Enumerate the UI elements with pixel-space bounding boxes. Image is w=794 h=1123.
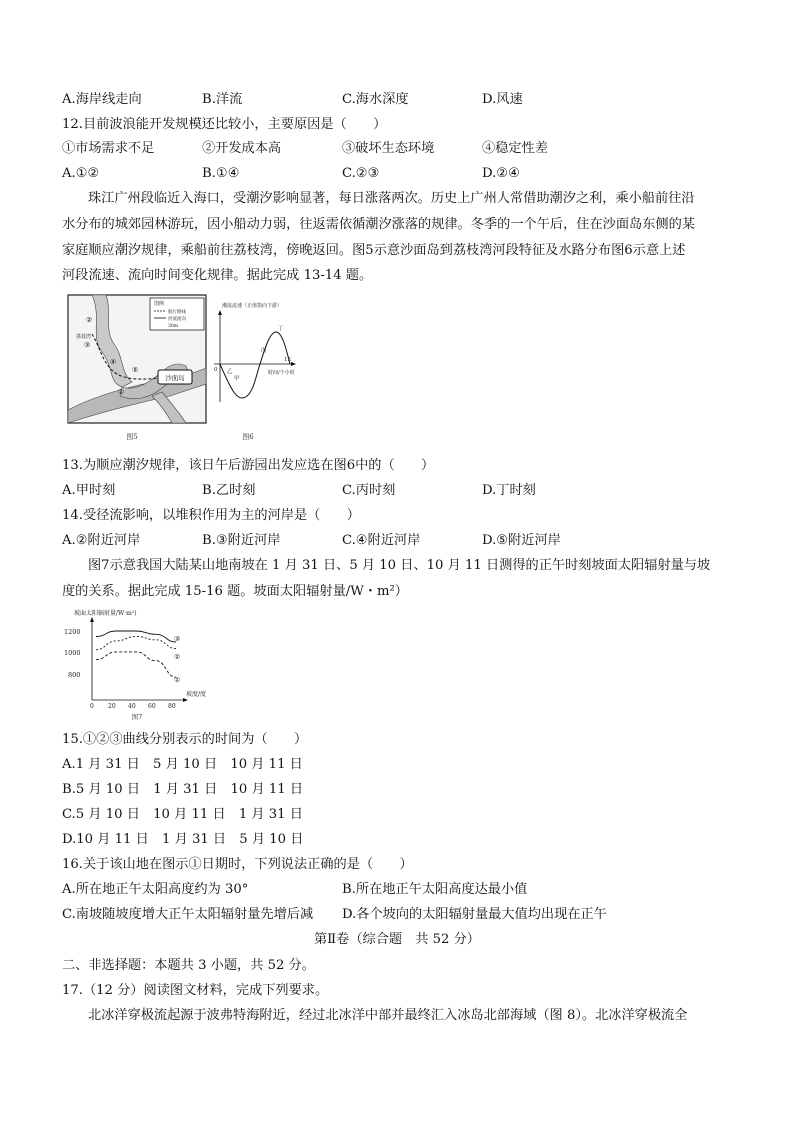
passage-15-16-line-2: 度的关系。据此完成 15-16 题。坡面太阳辐射量/W・m²） xyxy=(62,584,408,599)
fig7-xtick-40: 40 xyxy=(128,703,136,710)
q15-option-d: D.10 月 11 日 1 月 31 日 5 月 10 日 xyxy=(62,832,304,847)
q16-option-b: B.所在地正午太阳高度达最小值 xyxy=(342,882,528,897)
q11-option-b: B.洋流 xyxy=(202,92,243,107)
fig7-x-title: 坡度/度 xyxy=(186,691,207,698)
fig7-xtick-0: 0 xyxy=(90,703,94,710)
fig5-marker-1: ① xyxy=(118,388,125,396)
fig6-x-end: 12 xyxy=(284,357,291,363)
legend-scale: 30m xyxy=(168,324,178,329)
fig6-y-label: 潮流流速（正值指向下游） xyxy=(222,303,283,309)
fig7-series-1-line xyxy=(96,652,176,677)
q15-option-b: B.5 月 10 日 1 月 31 日 10 月 11 日 xyxy=(62,782,304,797)
fig7-ytick-1000: 1000 xyxy=(64,649,81,657)
q14-option-d: D.⑤附近河岸 xyxy=(482,533,561,548)
passage-13-14-line-4: 河段流速、流向时间变化规律。据此完成 13-14 题。 xyxy=(62,268,373,283)
island-label: 沙面岛 xyxy=(165,374,185,382)
fig6-zero: 0 xyxy=(214,367,218,373)
passage-15-16-line-1: 图7示意我国大陆某山地南坡在 1 月 31 日、5 月 10 日、10 月 11 日测得的正午时刻坡面太阳辐射量与坡 xyxy=(88,558,711,573)
q16-stem: 16.关于该山地在图示①日期时，下列说法正确的是（ ） xyxy=(62,857,413,872)
fig7-caption: 图7 xyxy=(131,713,143,721)
q14-option-c: C.④附近河岸 xyxy=(342,533,421,548)
passage-13-14-line-3: 家庭顺应潮汐规律，乘船前往荔枝湾，傍晚返回。图5示意沙面岛到荔枝湾河段特征及水路分布图6示意上述 xyxy=(62,243,686,258)
q13-option-a: A.甲时刻 xyxy=(62,483,116,498)
passage-13-14-line-1: 珠江广州段临近入海口，受潮汐影响显著，每日涨落两次。历史上广州人常借助潮汐之利，乘小船前往沿 xyxy=(88,191,695,206)
q11-option-c: C.海水深度 xyxy=(342,92,409,107)
figure-5-map xyxy=(68,295,206,441)
fig5-caption: 图5 xyxy=(126,433,138,441)
fig6-point-jia: 甲 xyxy=(234,376,240,382)
legend-route: 航行路线 xyxy=(168,310,186,315)
fig7-xtick-80: 80 xyxy=(168,703,176,710)
q15-stem: 15.①②③曲线分别表示的时间为（ ） xyxy=(62,732,308,747)
legend-flow: 河流流向 xyxy=(168,317,186,322)
q15-option-c: C.5 月 10 日 10 月 11 日 1 月 31 日 xyxy=(62,807,303,822)
passage-13-14-line-2: 水分布的城郊园林游玩，因小船动力弱，往返需依循潮汐涨落的规律。冬季的一个午后，住在沙面岛东侧的某 xyxy=(62,217,695,232)
q16-option-c: C.南坡随坡度增大正午太阳辐射量先增后减 xyxy=(62,907,314,922)
q12-stem: 12.目前波浪能开发规模还比较小，主要原因是（ ） xyxy=(62,117,387,132)
q17-stem: 17.（12 分）阅读图文材料，完成下列要求。 xyxy=(62,983,329,998)
fig6-caption: 图6 xyxy=(242,433,254,441)
fig7-series-2-line xyxy=(96,637,176,650)
fig5-marker-4: ④ xyxy=(110,358,117,366)
q11-option-a: A.海岸线走向 xyxy=(62,92,142,107)
q12-option-d: D.②④ xyxy=(482,166,520,181)
fig6-point-ding: 丁 xyxy=(278,326,284,332)
q12-item-1: ①市场需求不足 xyxy=(62,141,155,156)
fig7-curve-1-label: ① xyxy=(174,676,181,684)
q11-option-d: D.风速 xyxy=(482,92,523,107)
q13-option-d: D.丁时刻 xyxy=(482,483,536,498)
q12-item-4: ④稳定性差 xyxy=(482,141,548,156)
legend-title: 图例 xyxy=(154,301,165,307)
q15-option-a: A.1 月 31 日 5 月 10 日 10 月 11 日 xyxy=(62,757,303,772)
fig6-x-label: 时间/个小时 xyxy=(268,370,295,376)
fig7-xtick-60: 60 xyxy=(148,703,156,710)
fig7-y-title: 坡面太阳辐射量/W·m²) xyxy=(74,610,137,617)
q17-passage: 北冰洋穿极流起源于波弗特海附近，经过北冰洋中部并最终汇入冰岛北部海域（图 8）。北冰洋穿极流全 xyxy=(88,1008,688,1023)
fig7-series-3-line xyxy=(96,631,176,642)
q16-option-a: A.所在地正午太阳高度约为 30° xyxy=(62,882,249,897)
fig7-ytick-1200: 1200 xyxy=(64,628,81,636)
q14-stem: 14.受径流影响，以堆积作用为主的河岸是（ ） xyxy=(62,508,360,523)
fig7-xtick-20: 20 xyxy=(108,703,116,710)
figure-7-chart xyxy=(62,605,212,723)
q16-option-d: D.各个坡向的太阳辐射量最大值均出现在正午 xyxy=(342,907,607,922)
fig6-point-bing: 丙 xyxy=(261,348,267,354)
q12-item-3: ③破坏生态环境 xyxy=(342,141,435,156)
q13-option-c: C.丙时刻 xyxy=(342,483,396,498)
q12-option-a: A.①② xyxy=(62,166,100,181)
figure-5-6 xyxy=(62,292,312,447)
q14-option-a: A.②附近河岸 xyxy=(62,533,141,548)
q13-option-b: B.乙时刻 xyxy=(202,483,256,498)
fig5-marker-2: ② xyxy=(86,316,93,324)
fig6-point-yi: 乙 xyxy=(227,369,233,375)
q12-item-2: ②开发成本高 xyxy=(202,141,282,156)
fig7-curve-2-label: ② xyxy=(174,653,181,661)
q12-option-c: C.②③ xyxy=(342,166,380,181)
q14-option-b: B.③附近河岸 xyxy=(202,533,281,548)
part2-title: 第Ⅱ卷（综合题 共 52 分） xyxy=(313,932,480,947)
figure-6-chart xyxy=(214,302,296,441)
fig7-curve-3-label: ③ xyxy=(174,635,181,643)
section2-heading: 二、非选择题：本题共 3 小题，共 52 分。 xyxy=(62,958,315,973)
q12-option-b: B.①④ xyxy=(202,166,240,181)
bay-label: 荔枝湾 xyxy=(76,334,92,340)
q13-stem: 13.为顺应潮汐规律，该日午后游园出发应选在图6中的（ ） xyxy=(62,458,435,473)
fig5-marker-5: ⑤ xyxy=(132,366,139,374)
fig5-marker-3: ③ xyxy=(84,341,91,349)
fig7-ytick-800: 800 xyxy=(68,671,81,679)
